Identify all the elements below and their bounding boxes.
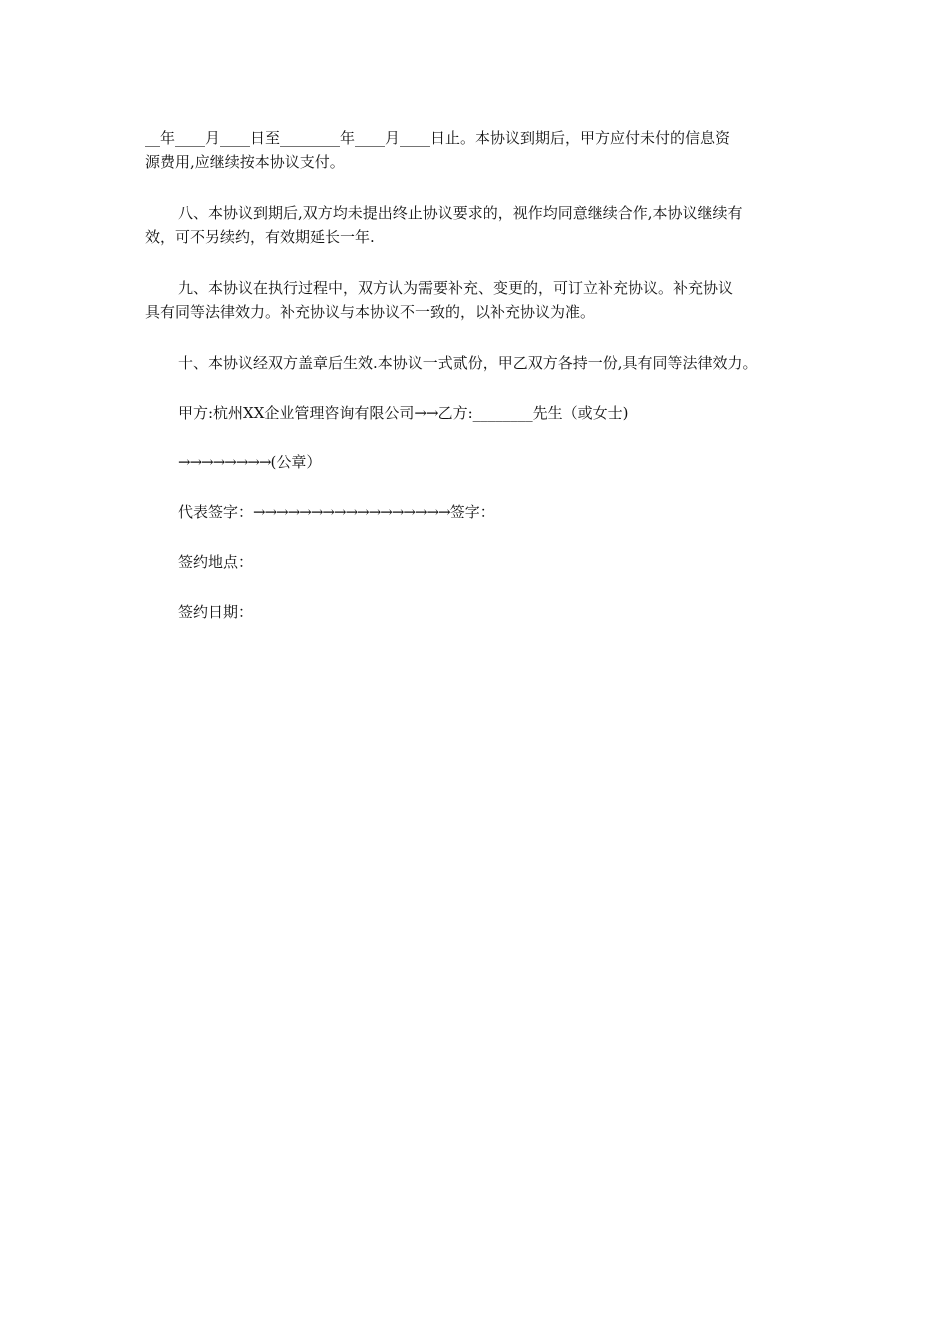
seal-line: [178, 452, 321, 472]
tab-arrows: →→→→→→→→→→→→→→→→→: [253, 503, 450, 521]
clause-7-line-1: __年____月____日至________年____月____日止。本协议到期后，甲方应付未付的信息资: [145, 129, 731, 147]
signing-date-label: 签约日期：: [178, 603, 254, 621]
clause-7-line-2: 源费用,应继续按本协议支付。: [145, 153, 345, 171]
clause-9-line-2: 具有同等法律效力。补充协议与本协议不一致的，以补充协议为准。: [145, 303, 596, 321]
signing-place-label: 签约地点：: [178, 553, 254, 571]
clause-8-line-1: 八、本协议到期后,双方均未提出终止协议要求的，视作均同意继续合作,本协议继续有: [178, 204, 743, 222]
signature-line: [178, 502, 495, 522]
party-a-label: 甲方:杭州XX企业管理咨询有限公司: [178, 404, 415, 422]
tab-arrows: →→: [414, 404, 438, 422]
seal-label: (公章）: [270, 453, 322, 471]
clause-9-line-1: 九、本协议在执行过程中，双方认为需要补充、变更的，可订立补充协议。补充协议: [178, 279, 734, 297]
representative-signature-label: 代表签字：: [178, 503, 254, 521]
party-b-label: 乙方:________先生（或女士): [437, 404, 629, 422]
clause-10-line-1: 十、本协议经双方盖章后生效.本协议一式贰份，甲乙双方各持一份,具有同等法律效力。: [178, 354, 758, 372]
parties-line: [178, 403, 628, 423]
signature-label: 签字：: [449, 503, 495, 521]
tab-arrows: →→→→→→→→: [178, 453, 271, 471]
clause-8-line-2: 效，可不另续约，有效期延长一年.: [145, 228, 375, 246]
